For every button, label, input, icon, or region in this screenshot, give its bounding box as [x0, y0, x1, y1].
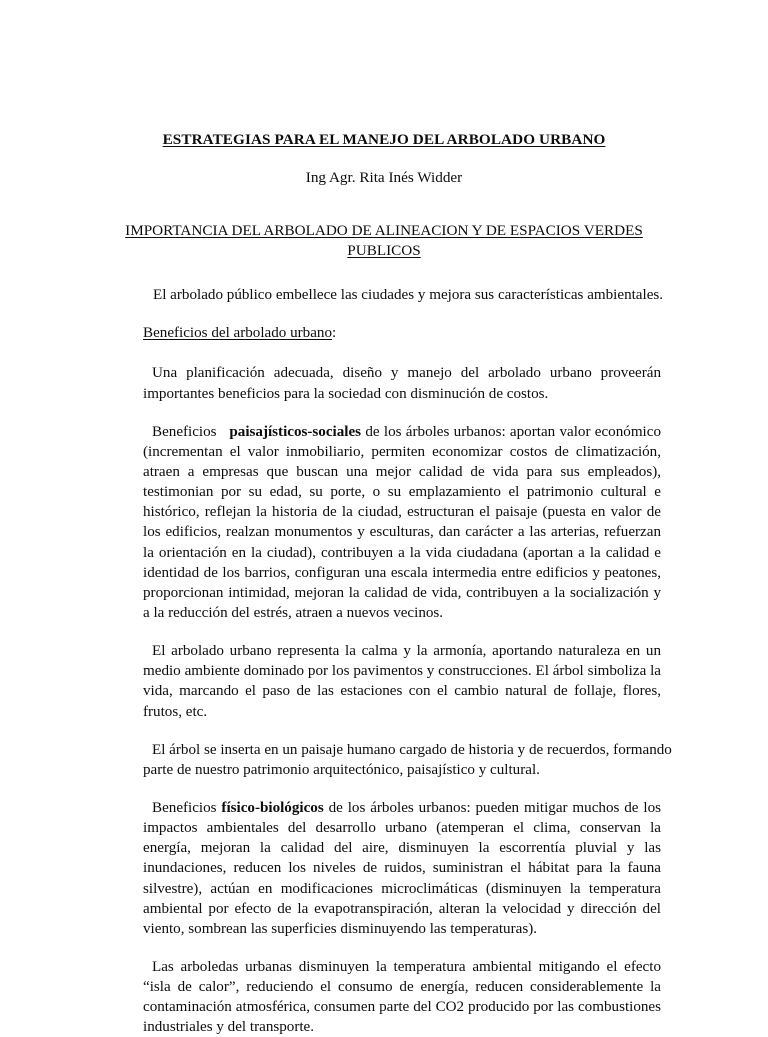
paragraph-landscape-social-rest: de los árboles urbanos: aportan valor económico (incrementan el valor inmobiliario, permiten economizar costos de climatización, atraen a empresas que buscan una mejor calidad de vida para sus empleados), testimonian por su edad, su porte, o su emplazamiento el patrimonio cultural e histórico, reflejan la historia de la ciudad, estructuran el paisaje (puesta en valor de los edificios, realzan monumentos y esculturas, dan carácter a las arterias, refuerzan la orientación en la ciudad), contribuyen a la vida ciudadana (aportan a la calidad e identidad de los barrios, configuran una escala intermedia entre edificios y peatones, proporcionan intimidad, mejoran la calidad de vida, contribuyen a la socialización y a la reducción del estrés, atraen a nuevos vecinos. [143, 423, 661, 621]
paragraph-human-landscape: El árbol se inserta en un paisaje humano cargado de historia y de recuerdos, formando parte de nuestro patrimonio arquitectónico, paisajístico y cultural. [143, 741, 672, 778]
bold-term-physical-biological: físico-biológicos [221, 799, 324, 816]
subheading-benefits [143, 305, 670, 343]
paragraph-landscape-social-lead: Beneficios [152, 423, 217, 440]
section-heading-line-1: IMPORTANCIA DEL ARBOLADO DE ALINEACION Y DE ESPACIOS VERDES [125, 222, 643, 239]
paragraph-calm-harmony: El arbolado urbano representa la calma y la armonía, aportando naturaleza en un medio ambiente dominado por los pavimentos y construcciones. El árbol simboliza la vida, marcando el paso de las estaciones con el cambio natural de follaje, flores, frutos, etc. [143, 643, 661, 720]
paragraph-physical-biological-rest: de los árboles urbanos: pueden mitigar muchos de los impactos ambientales del desarrollo urbano (atemperan el clima, conservan la energía, mejoran la calidad del aire, disminuyen la escorrentía pluvial y las inundaciones, reducen los niveles de ruidos, suministran el hábitat para la fauna silvestre), actúan en modificaciones microclimáticas (disminuyen la temperatura ambiental por efecto de la evapotranspiración, alteran la velocidad y dirección del viento, sombrean las superficies disminuyendo las temperaturas). [143, 799, 661, 937]
subheading-benefits-text: Beneficios del arbolado urbano [143, 325, 333, 342]
bold-term-landscape-social: paisajísticos-sociales [229, 423, 362, 440]
author-line: Ing Agr. Rita Inés Widder [305, 169, 463, 186]
section-heading [0, 187, 768, 261]
paragraph-physical-biological [143, 780, 661, 939]
section-heading-line-2: PUBLICOS [347, 242, 421, 260]
paragraph-landscape-social [143, 404, 661, 623]
paragraph-heat-island: Las arboledas urbanas disminuyen la temperatura ambiental mitigando el efecto “isla de calor”, reduciendo el consumo de energía, reducen considerablemente la contaminación atmosférica, consumen parte del CO2 producido por las combustiones industriales y del transporte. [143, 958, 661, 1036]
page-title [0, 0, 768, 149]
paragraph-planning: Una planificación adecuada, diseño y manejo del arbolado urbano proveerán importantes beneficios para la sociedad con disminución de costos. [143, 365, 661, 402]
intro-paragraph: El arbolado público embellece las ciudades y mejora sus características ambientales. [153, 287, 664, 304]
page-title-text: ESTRATEGIAS PARA EL MANEJO DEL ARBOLADO URBANO [162, 131, 606, 148]
subheading-benefits-colon: : [332, 325, 337, 342]
paragraph-physical-biological-lead: Beneficios [152, 799, 217, 816]
